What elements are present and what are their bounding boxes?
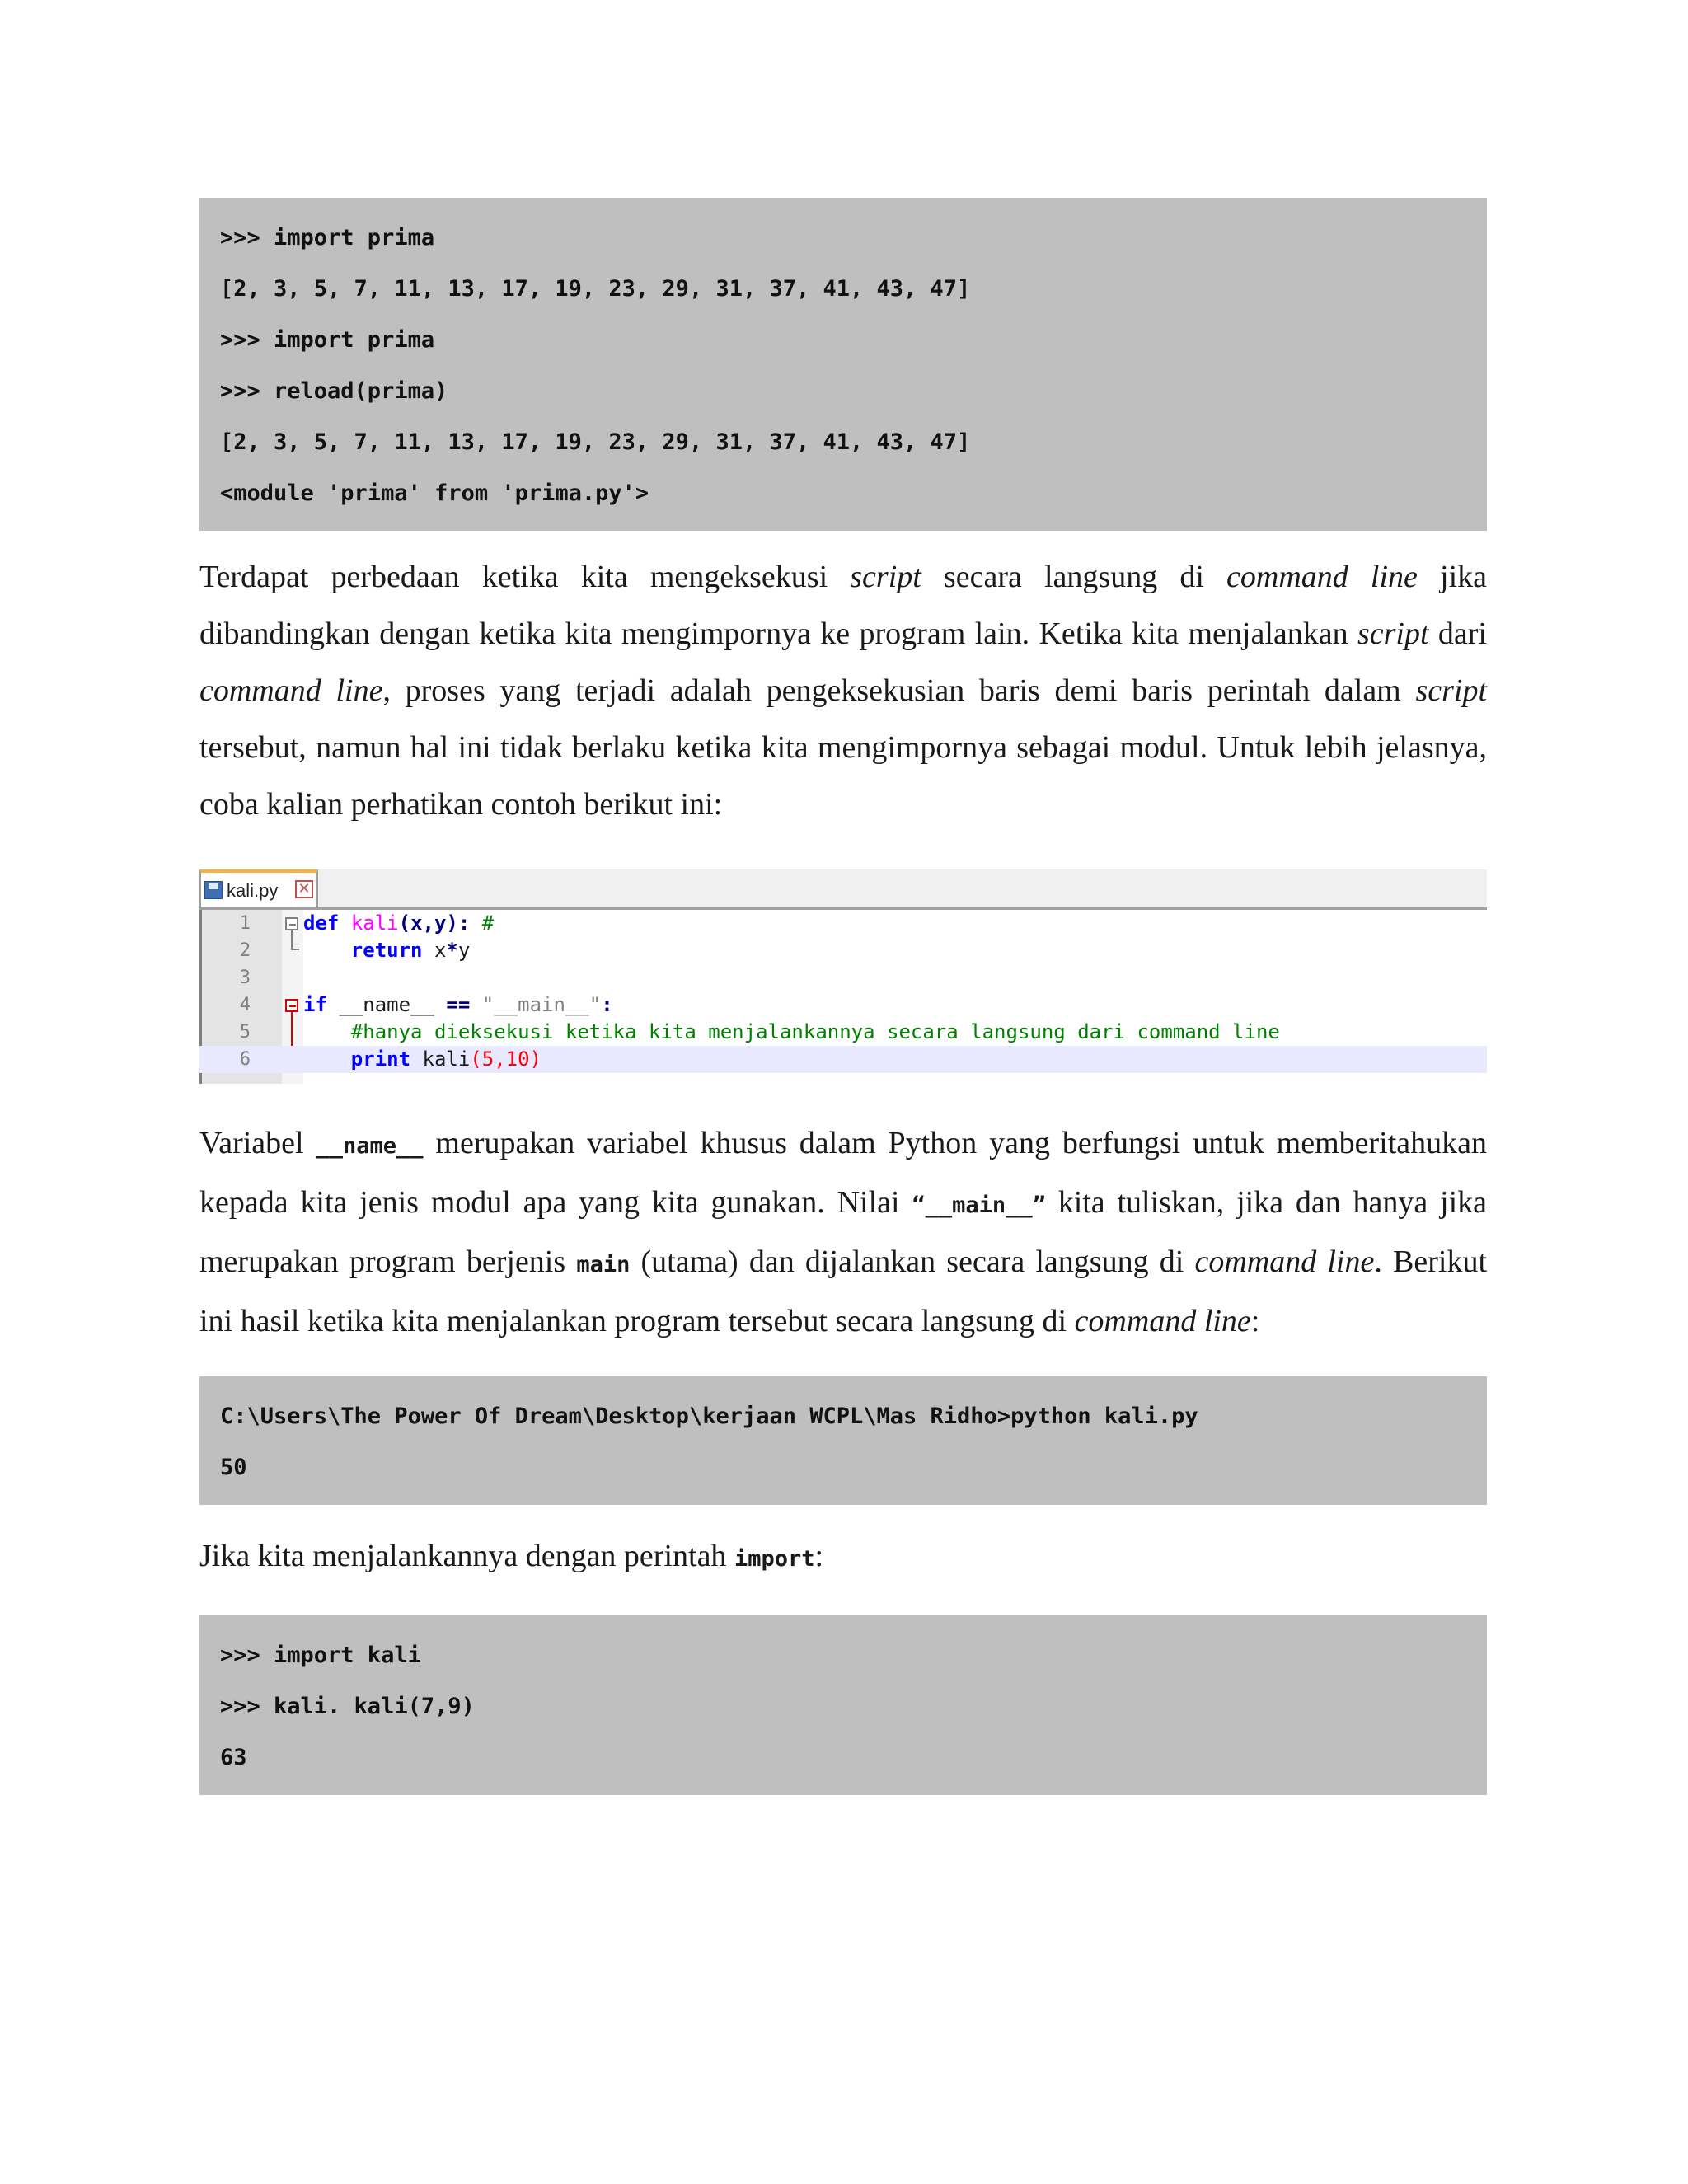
operator: : (601, 993, 613, 1016)
code-block-prima (199, 198, 1487, 531)
keyword: print (350, 1047, 411, 1071)
inline-code: “__main__” (912, 1193, 1046, 1218)
italic-term: command line (1074, 1304, 1251, 1338)
operator: , (494, 1047, 506, 1071)
tab-label: kali.py (227, 880, 279, 901)
code-line: 50 (220, 1455, 247, 1480)
identifier: __name__ (339, 993, 434, 1016)
text-run: kita tuliskan, jika dan hanya jika merupakan program berjenis (199, 1185, 1487, 1279)
italic-term: script (1415, 673, 1488, 708)
operator: ) (529, 1047, 542, 1071)
line-number: 4 (239, 995, 251, 1015)
paragraph-script-difference (199, 549, 1487, 833)
number-literal: 10 (505, 1047, 530, 1071)
text-run: Jika kita menjalankannya dengan perintah (199, 1539, 734, 1573)
text-run: : (1250, 1304, 1260, 1338)
code-line: >>> reload(prima) (220, 378, 448, 404)
italic-term: command line (199, 673, 383, 708)
inline-code: main (576, 1252, 631, 1277)
code-editor-screenshot (199, 869, 1487, 1084)
text-run: Terdapat perbedaan ketika kita mengeksekusi (199, 560, 851, 594)
editor-line[interactable] (199, 1019, 1487, 1046)
editor-tab-kali[interactable] (199, 869, 318, 907)
editor-line[interactable] (199, 910, 1487, 937)
text-run: secara langsung di (921, 560, 1227, 594)
file-save-icon (204, 881, 223, 899)
code-line: C:\Users\The Power Of Dream\Desktop\kerjaan WCPL\Mas Ridho>python kali.py (220, 1404, 1198, 1429)
inline-code: import (734, 1546, 815, 1572)
line-number: 2 (239, 940, 251, 961)
keyword: return (350, 939, 423, 962)
line-number: 6 (239, 1049, 251, 1070)
code-block-command-line (199, 1376, 1487, 1505)
operator: ( (398, 912, 411, 935)
text-run: merupakan variabel khusus dalam Python yang berfungsi untuk memberitahukan kepada kita jenis modul apa yang kita gunakan. Nilai (199, 1126, 1487, 1220)
document-page (199, 198, 1487, 1795)
line-number: 5 (239, 1022, 251, 1043)
operator: , (422, 912, 434, 935)
editor-line[interactable] (199, 964, 1487, 991)
identifier: x (434, 939, 447, 962)
close-tab-icon[interactable]: ✕ (295, 880, 313, 898)
comment: #hanya dieksekusi ketika kita menjalankannya secara langsung dari command line (350, 1020, 1280, 1043)
text-run: jika dibandingkan dengan ketika kita mengimpornya ke program lain. Ketika kita menjalankan (199, 560, 1488, 651)
text-run: . Berikut ini hasil ketika kita menjalankan program tersebut secara langsung di (199, 1244, 1488, 1338)
paragraph-import (199, 1528, 1487, 1587)
code-line: >>> kali. kali(7,9) (220, 1694, 475, 1719)
line-number: 1 (239, 913, 251, 934)
italic-term: command line (1226, 560, 1418, 594)
comment: # (481, 912, 495, 935)
italic-term: script (1357, 616, 1429, 651)
editor-line-current[interactable] (199, 1046, 1487, 1073)
text-run: Variabel (199, 1126, 316, 1160)
editor-line[interactable] (199, 937, 1487, 964)
function-name: kali (422, 1047, 471, 1071)
editor-line[interactable] (199, 991, 1487, 1019)
operator: ( (470, 1047, 482, 1071)
text-run: tersebut, namun hal ini tidak berlaku ketika kita mengimpornya sebagai modul. Untuk lebih jelasnya, coba kalian perhatikan contoh berikut ini: (199, 730, 1487, 822)
italic-term: command line (1194, 1244, 1375, 1279)
identifier: y (457, 939, 471, 962)
code-line: >>> import kali (220, 1643, 421, 1668)
italic-term: script (850, 560, 921, 594)
keyword: if (303, 993, 327, 1016)
operator: == (446, 993, 471, 1016)
code-line: [2, 3, 5, 7, 11, 13, 17, 19, 23, 29, 31, 37, 41, 43, 47] (220, 429, 971, 455)
operator: ): (446, 912, 471, 935)
text-run: , proses yang terjadi adalah pengeksekusian baris demi baris perintah dalam (382, 673, 1416, 708)
text-run: (utama) dan dijalankan secara langsung di (630, 1244, 1195, 1279)
number-literal: 5 (481, 1047, 495, 1071)
code-block-import-kali (199, 1615, 1487, 1795)
string-literal: "__main__" (481, 993, 602, 1016)
identifier: x (410, 912, 423, 935)
code-line: [2, 3, 5, 7, 11, 13, 17, 19, 23, 29, 31, 37, 41, 43, 47] (220, 276, 971, 302)
code-line: >>> import prima (220, 327, 435, 353)
code-line: <module 'prima' from 'prima.py'> (220, 480, 649, 506)
editor-body (199, 910, 1487, 1084)
paragraph-name-variable (199, 1115, 1487, 1350)
inline-code: __name__ (316, 1133, 424, 1159)
code-line: >>> import prima (220, 225, 435, 251)
editor-tab-bar (199, 869, 1487, 910)
line-number: 3 (239, 968, 251, 988)
operator: * (446, 939, 458, 962)
function-name: kali (350, 912, 399, 935)
text-run: dari (1428, 616, 1487, 651)
identifier: y (434, 912, 447, 935)
keyword: def (303, 912, 340, 935)
text-run: : (814, 1539, 824, 1573)
code-line: 63 (220, 1745, 247, 1770)
